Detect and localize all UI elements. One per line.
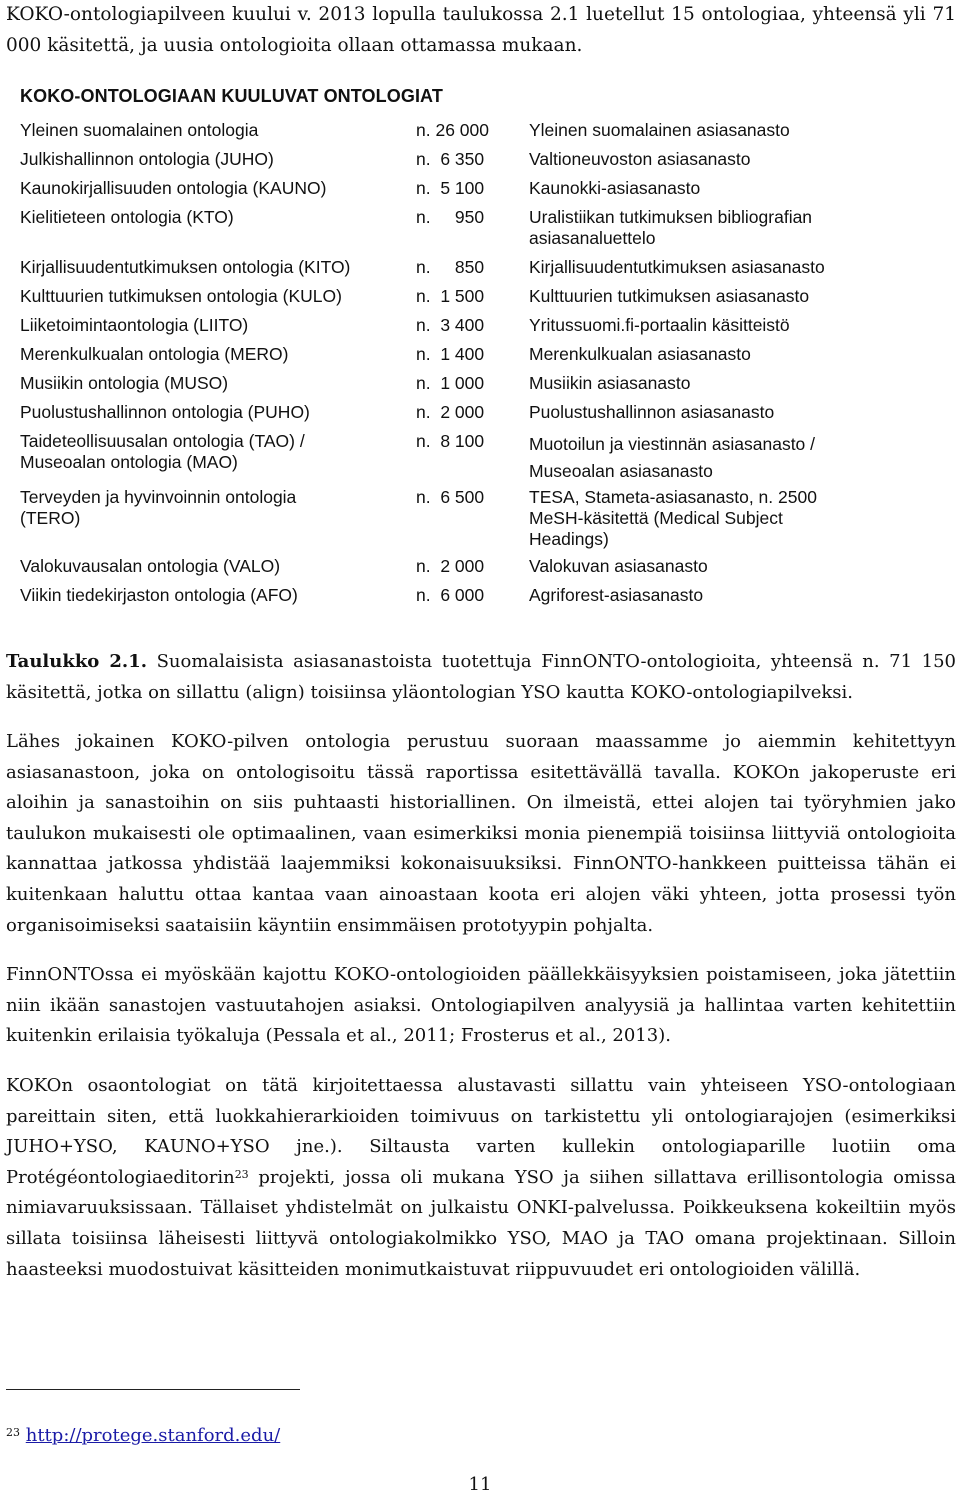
source-vocabulary: Puolustushallinnon asiasanasto xyxy=(529,402,775,422)
source-vocabulary: Uralistiikan tutkimuksen bibliografian asiasanaluettelo xyxy=(529,207,813,248)
source-vocabulary: Kaunokki-asiasanasto xyxy=(529,178,701,198)
concept-count: n. 1 500 xyxy=(416,286,485,306)
body-paragraph-3 xyxy=(6,1071,956,1285)
table-row xyxy=(20,402,900,431)
concept-count: n. 1 400 xyxy=(416,344,485,364)
caption-label: Taulukko 2.1. xyxy=(6,651,147,672)
ontology-name: Liiketoimintaontologia (LIITO) xyxy=(20,315,249,335)
table-row xyxy=(20,257,900,286)
table-row xyxy=(20,315,900,344)
concept-count: n. 6 350 xyxy=(416,149,485,169)
source-vocabulary: Valokuvan asiasanasto xyxy=(529,556,708,576)
table-row xyxy=(20,585,900,614)
table-row xyxy=(20,178,900,207)
concept-count: n. 8 100 xyxy=(416,431,485,451)
source-vocabulary: Kulttuurien tutkimuksen asiasanasto xyxy=(529,286,810,306)
table-row xyxy=(20,120,900,149)
table-row xyxy=(20,373,900,402)
concept-count: n. 2 000 xyxy=(416,556,485,576)
ontology-name: Kirjallisuudentutkimuksen ontologia (KITO) xyxy=(20,257,351,277)
intro-paragraph: KOKO-ontologiapilveen kuului v. 2013 lopulla taulukossa 2.1 luetellut 15 ontologiaa, yhteensä yli 71 000 käsitettä, ja uusia ontologioita ollaan ottamassa mukaan. xyxy=(6,4,956,56)
body-paragraph-3-part-b: projekti, jossa oli mukana YSO ja siihen sillattava erillisontologia omissa nimiavaruuksissaan. Tällaiset yhdistelmät on julkaistu ONKI-palvelussa. Poikkeuksena kokeiltiin myös sillata toisiinsa läheisesti liittyvä ontologiakolmikko YSO, MAO ja TAO omana projektinaan. Silloin haasteeksi muodostuivat käsitteiden monimutkaistuvat riippuvuudet eri ontologioiden välillä. xyxy=(6,1166,956,1280)
body-paragraph-1: Lähes jokainen KOKO-pilven ontologia perustuu suoraan maassamme jo aiemmin kehitettyyn asiasanastoon, joka on ontologisoitu tässä raportissa esitettävällä tavalla. KOKOn jakoperuste eri aloihin ja sanastoihin on siis puhtaasti historiallinen. On ilmeistä, ettei alojen tai työryhmien jako taulukon mukaisesti ole optimaalinen, vaan esimerkiksi monia pienempiä toisiinsa liittyviä ontologioita kannattaa jatkossa yhdistää laajemmiksi kokonaisuuksiksi. FinnONTO-hankkeen puitteissa tähän ei kuitenkaan haluttu ottaa kantaa vaan ainoastaan koota eri alojen väki yhteen, jotta prosessi työn organisoimiseksi saataisiin käyntiin ensimmäisen prototyypin pohjalta. xyxy=(6,731,956,936)
footnote-link[interactable]: http://protege.stanford.edu/ xyxy=(25,1425,281,1446)
footnote-divider xyxy=(6,1389,300,1390)
footnote xyxy=(6,1425,280,1446)
concept-count: n. 26 000 xyxy=(416,120,489,140)
caption-text: Suomalaisista asiasanastoista tuotettuja FinnONTO-ontologioita, yhteensä n. 71 150 käsitettä, jotka on sillattu (align) toisiinsa yläontologian YSO kautta KOKO-ontologiapilveksi. xyxy=(6,651,956,703)
ontology-name: Merenkulkualan ontologia (MERO) xyxy=(20,344,289,364)
page-number: 11 xyxy=(468,1474,492,1495)
ontology-name: Yleinen suomalainen ontologia xyxy=(20,120,259,140)
footnote-ref[interactable]: 23 xyxy=(234,1167,249,1181)
ontology-name: Julkishallinnon ontologia (JUHO) xyxy=(20,149,274,169)
table-row xyxy=(20,149,900,178)
source-vocabulary: Valtioneuvoston asiasanasto xyxy=(529,149,751,169)
ontology-name: Viikin tiedekirjaston ontologia (AFO) xyxy=(20,585,298,605)
footnote-number: 23 xyxy=(6,1426,20,1439)
concept-count: n. 6 000 xyxy=(416,585,485,605)
body-paragraph-2: FinnONTOssa ei myöskään kajottu KOKO-ontologioiden päällekkäisyyksien poistamiseen, joka jätettiin niin ikään sanastojen vastuutahojen asiaksi. Ontologiapilven analyysiä ja hallintaa varten kehitettiin kuitenkin erilaisia työkaluja (Pessala et al., 2011; Frosterus et al., 2013). xyxy=(6,964,956,1047)
ontology-name: Puolustushallinnon ontologia (PUHO) xyxy=(20,402,310,422)
ontology-name: Kaunokirjallisuuden ontologia (KAUNO) xyxy=(20,178,327,198)
concept-count: n. 850 xyxy=(416,257,485,277)
concept-count: n. 6 500 xyxy=(416,487,485,507)
source-vocabulary: Kirjallisuudentutkimuksen asiasanasto xyxy=(529,257,825,277)
source-vocabulary: Muotoilun ja viestinnän asiasanasto / Museoalan asiasanasto xyxy=(529,434,816,481)
table-row xyxy=(20,344,900,373)
concept-count: n. 3 400 xyxy=(416,315,485,335)
table-row xyxy=(20,431,900,487)
ontology-name: Musiikin ontologia (MUSO) xyxy=(20,373,229,393)
source-vocabulary: Yleinen suomalainen asiasanasto xyxy=(529,120,790,140)
table-row xyxy=(20,487,900,556)
concept-count: n. 2 000 xyxy=(416,402,485,422)
table-row xyxy=(20,286,900,315)
ontology-name: Kulttuurien tutkimuksen ontologia (KULO) xyxy=(20,286,342,306)
table-row xyxy=(20,556,900,585)
ontology-name: Valokuvausalan ontologia (VALO) xyxy=(20,556,281,576)
ontology-name: Kielitieteen ontologia (KTO) xyxy=(20,207,234,227)
concept-count: n. 1 000 xyxy=(416,373,485,393)
table-row xyxy=(20,207,900,257)
source-vocabulary: TESA, Stameta-asiasanasto, n. 2500 MeSH-käsitettä (Medical Subject Headings) xyxy=(529,487,817,549)
source-vocabulary: Musiikin asiasanasto xyxy=(529,373,691,393)
table-title: KOKO-ONTOLOGIAAN KUULUVAT ONTOLOGIAT xyxy=(20,86,443,106)
source-vocabulary: Yritussuomi.fi-portaalin käsitteistö xyxy=(529,315,790,335)
ontology-name: Taideteollisuusalan ontologia (TAO) / Museoalan ontologia (MAO) xyxy=(20,431,305,472)
table-caption xyxy=(6,647,956,708)
concept-count: n. 950 xyxy=(416,207,485,227)
source-vocabulary: Agriforest-asiasanasto xyxy=(529,585,704,605)
ontology-name: Terveyden ja hyvinvoinnin ontologia (TERO) xyxy=(20,487,297,528)
body-paragraph-3-part-a: KOKOn osaontologiat on tätä kirjoitettaessa alustavasti sillattu vain yhteiseen YSO-ontologiaan pareittain siten, että luokkahierarkioiden toimivuus on tarkistettu yli ontologiarajojen (esimerkiksi JUHO+YSO, KAUNO+YSO jne.). Siltausta varten kullekin ontologiaparille luotiin oma Protégéontologiaeditorin xyxy=(6,1075,956,1188)
concept-count: n. 5 100 xyxy=(416,178,485,198)
source-vocabulary: Merenkulkualan asiasanasto xyxy=(529,344,751,364)
